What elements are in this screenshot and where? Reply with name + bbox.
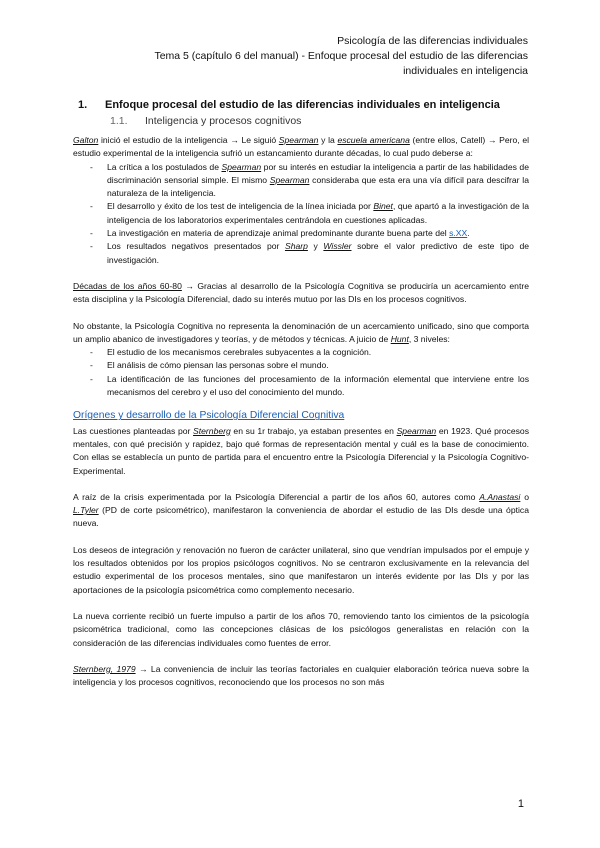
text-run: sobre el valor predictivo de este tipo de investigación. bbox=[107, 241, 530, 265]
text-run: La crítica a los postulados de bbox=[107, 161, 222, 172]
text-run: y bbox=[307, 241, 324, 252]
text-run: y la bbox=[318, 135, 338, 145]
header-course: Psicología de las diferencias individuales bbox=[337, 35, 528, 47]
text-run: (entre ellos, Catell) → Pero, el estudio experimental de la inteligencia sufrió un estancamiento durante décadas, lo cual pudo deberse a: bbox=[73, 135, 530, 159]
text-run: La identificación de las funciones del procesamiento de la información elemental que interviene entre los mecanismos del cerebro y el uso del conocimiento del mundo. bbox=[107, 373, 529, 398]
text-run: , que apartó a la investigación de la inteligencia de los laboratorios experimentales centrándola en cuestiones aplicadas. bbox=[107, 201, 529, 225]
author-ref: Wissler bbox=[323, 241, 352, 252]
text-run: → La conveniencia de incluir las teorías factoriales en cualquier elaboración teórica nueva sobre la inteligencia y los procesos cognitivos, reconociendo que los procesos no son más bbox=[73, 663, 529, 688]
paragraph-decades bbox=[73, 280, 529, 307]
list-item bbox=[73, 161, 529, 201]
author-ref: A.Anastasi bbox=[479, 491, 521, 502]
text-run: A raíz de la crisis experimentada por la Psicología Diferencial a partir de los años 60, autores como bbox=[73, 491, 480, 502]
list-item bbox=[73, 346, 529, 359]
text-run: (PD de corte psicométrico), manifestaron la conveniencia de abordar el estudio de las DIs desde una óptica nueva. bbox=[73, 505, 529, 529]
author-ref: L.Tyler bbox=[73, 505, 99, 516]
subsection-heading bbox=[110, 115, 301, 127]
text-run: en 1923. Qué procesos mentales, con qué precisión y rapidez, bajo qué formas de representación mental y cuál es la base de conocimiento. Con ellas se establecía un punto de partida para el encuentro entre la Psicología Diferencial y la Psicología Cognitivo- Experimental. bbox=[73, 425, 530, 476]
author-ref: Hunt bbox=[390, 333, 409, 344]
bullet-dash: - bbox=[90, 347, 93, 358]
text-run: o bbox=[520, 491, 529, 502]
causes-list bbox=[73, 161, 529, 267]
text-run: inició el estudio de la inteligencia → Le siguió bbox=[98, 135, 279, 145]
author-ref: Galton bbox=[73, 135, 99, 145]
text-run: El análisis de cómo piensan las personas sobre el mundo. bbox=[107, 360, 329, 371]
bullet-dash: - bbox=[90, 241, 93, 252]
period-ref: Décadas de los años 60-80 bbox=[73, 280, 182, 291]
bullet-dash: - bbox=[90, 360, 93, 371]
text-run: . bbox=[467, 228, 470, 239]
page-number: 1 bbox=[517, 798, 524, 810]
bullet-dash: - bbox=[90, 373, 93, 384]
section-subheading: Orígenes y desarrollo de la Psicología Diferencial Cognitiva bbox=[73, 410, 345, 422]
paragraph-hunt bbox=[73, 320, 529, 347]
author-ref: Spearman bbox=[269, 174, 310, 185]
text-run: El estudio de los mecanismos cerebrales subyacentes a la cognición. bbox=[107, 347, 372, 358]
text-run: en su 1r trabajo, ya estaban presentes en bbox=[230, 425, 397, 436]
list-item bbox=[73, 227, 529, 240]
bullet-dash: - bbox=[90, 201, 93, 212]
subsection-title: Inteligencia y procesos cognitivos bbox=[145, 115, 302, 127]
author-ref: Sharp bbox=[284, 241, 308, 252]
subsection-number: 1.1. bbox=[110, 115, 128, 127]
text-run: consideraba que esta era una vía difícil para descifrar la naturaleza de la inteligencia. bbox=[107, 174, 529, 199]
paragraph-new-current: La nueva corriente recibió un fuerte impulso a partir de los años 70, removiendo tanto los cimientos de la psicología psicométrica tradicional, como las concepciones clásicas de los psicólogos generalistas en relación con la consideración de las diferencias individuales como fuentes de error. bbox=[73, 610, 529, 648]
paragraph-crisis bbox=[73, 491, 529, 531]
list-item bbox=[73, 359, 529, 372]
author-ref: Spearman bbox=[278, 135, 319, 145]
paragraph-sternberg-1979 bbox=[73, 663, 529, 690]
author-ref: Spearman bbox=[396, 425, 437, 436]
list-item bbox=[73, 200, 529, 227]
author-ref: Binet bbox=[373, 201, 393, 212]
section-number: 1. bbox=[78, 99, 88, 111]
author-ref: Spearman bbox=[221, 161, 262, 172]
author-ref: Sternberg, 1979 bbox=[73, 663, 136, 674]
paragraph-sternberg bbox=[73, 425, 529, 478]
page-header bbox=[154, 34, 528, 79]
text-run: Las cuestiones planteadas por bbox=[73, 425, 194, 436]
paragraph-integration: Los deseos de integración y renovación no fueron de carácter unilateral, sino que vendrían impulsados por el empuje y los resultados obtenidos por los propios psicólogos cognitivos. No se centraron exclusivamente en la relevancia del estudio experimental de los procesos mentales, sino que manifestaron un interés evidente por las DIs y por las aportaciones de la psicología psicométrica como complemento necesario. bbox=[73, 544, 529, 595]
text-run: La investigación en materia de aprendizaje animal predominante durante buena parte del bbox=[107, 228, 450, 239]
list-item bbox=[73, 240, 529, 267]
author-ref: escuela americana bbox=[337, 135, 410, 145]
text-run: El desarrollo y éxito de los test de inteligencia de la línea iniciada por bbox=[107, 201, 374, 212]
levels-list bbox=[73, 346, 529, 399]
section-heading bbox=[78, 99, 500, 111]
author-ref: Sternberg bbox=[193, 425, 231, 436]
bullet-dash: - bbox=[90, 161, 93, 172]
header-topic-line1: Tema 5 (capítulo 6 del manual) - Enfoque procesal del estudio de las diferencias bbox=[154, 50, 528, 62]
document-body bbox=[73, 134, 529, 702]
section-title: Enfoque procesal del estudio de las diferencias individuales en inteligencia bbox=[105, 99, 500, 111]
text-run: por su interés en estudiar la inteligencia a partir de las habilidades de discriminación sensorial simple. El mismo bbox=[107, 161, 529, 185]
text-run: → Gracias al desarrollo de la Psicología Cognitiva se produciría un acercamiento entre esta disciplina y la Psicología Diferencial, dado su interés mutuo por las DIs en los procesos cognitivos. bbox=[73, 280, 529, 305]
header-topic-line2: individuales en inteligencia bbox=[403, 65, 528, 77]
text-run: Los resultados negativos presentados por bbox=[107, 241, 285, 252]
paragraph-intro bbox=[73, 134, 529, 161]
bullet-dash: - bbox=[90, 228, 93, 239]
text-run: , 3 niveles: bbox=[408, 333, 450, 344]
text-run: No obstante, la Psicología Cognitiva no representa la denominación de un acercamiento unificado, sino que comporta un amplio abanico de investigadores y teorías, y de métodos y técnicas. A juicio de bbox=[73, 320, 529, 344]
century-link[interactable]: s.XX bbox=[449, 228, 468, 239]
list-item bbox=[73, 373, 529, 400]
